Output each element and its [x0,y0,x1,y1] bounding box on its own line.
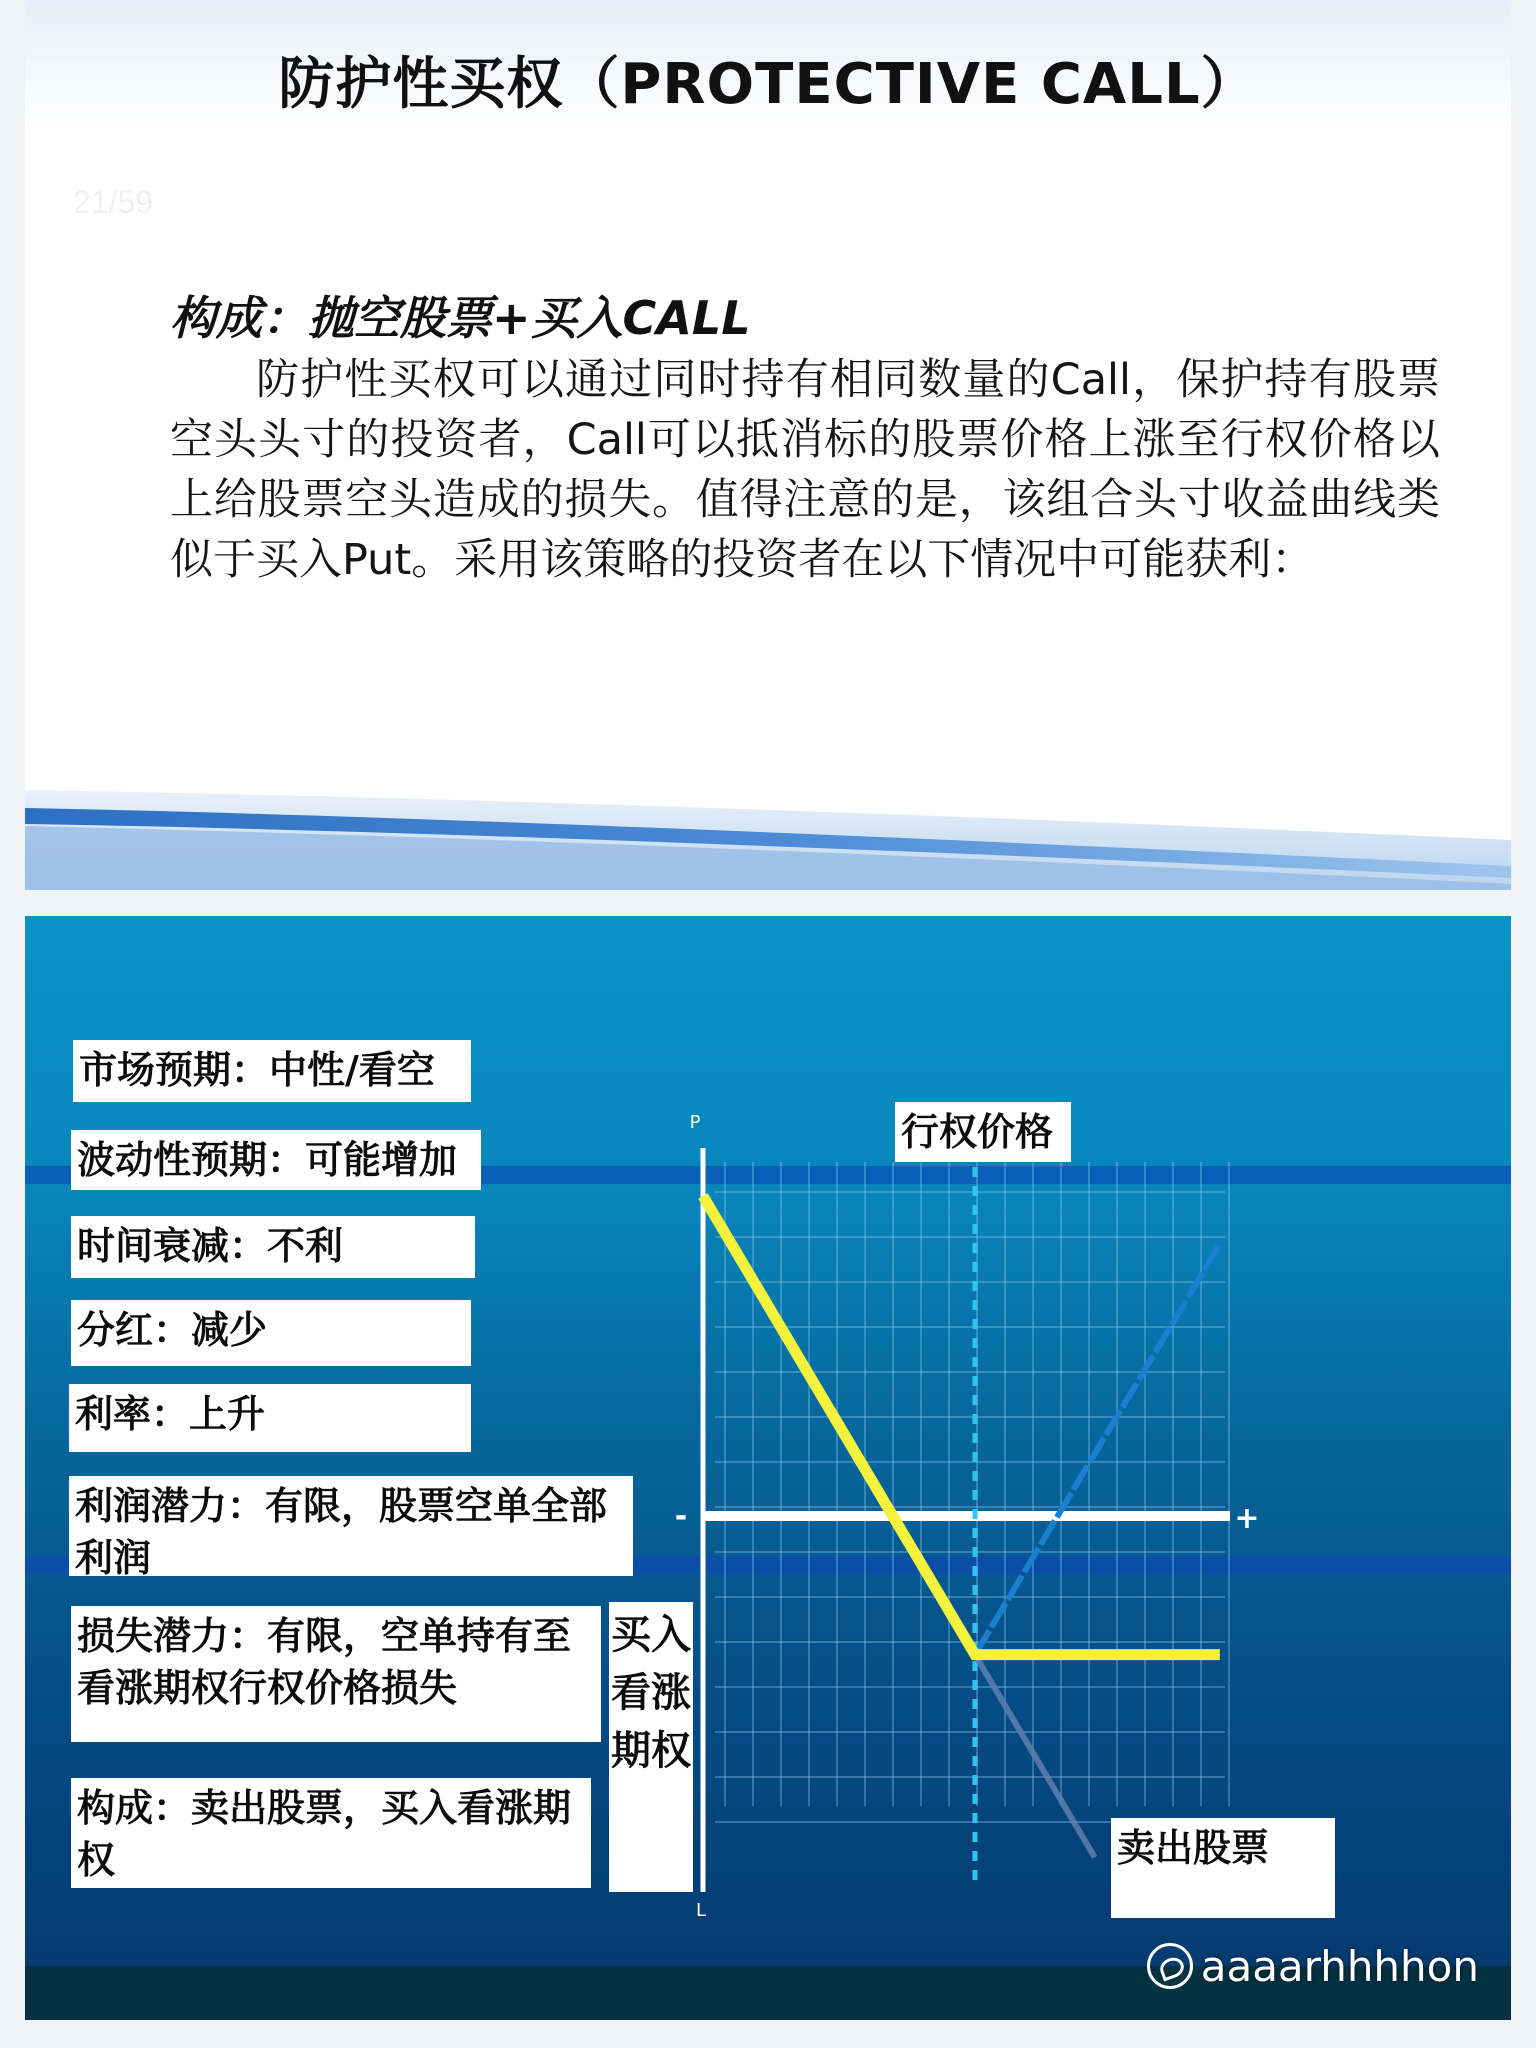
strike-price-label: 行权价格 [895,1102,1071,1162]
page-number: 21/59 [73,184,154,220]
loss-potential-label: 损失潜力：有限，空单持有至看涨期权行权价格损失 [71,1606,601,1742]
interest-rate-label: 利率：上升 [69,1384,471,1452]
chart-grid [715,1162,1229,1822]
footer-swoosh-decoration [25,760,1511,890]
long-call-line [975,1244,1220,1655]
composition-heading: 构成：抛空股票+买入CALL [170,291,751,345]
short-stock-line [975,1655,1095,1858]
x-axis-right-label: + [1234,1501,1260,1536]
y-axis-bottom-label: L [695,1900,707,1921]
slide-protective-call-intro [25,0,1511,890]
description-paragraph: 防护性买权可以通过同时持有相同数量的Call，保护持有股票空头头寸的投资者，Call可以抵消标的股票价格上涨至行权价格以上给股票空头造成的损失。值得注意的是，该组合头寸收益曲线类似于买入Put。采用该策略的投资者在以下情况中可能获利： [170,355,1440,585]
watermark [1147,1936,1479,1996]
profit-potential-label: 利润潜力：有限，股票空单全部利润 [69,1476,633,1576]
y-axis-top-label: P [689,1112,701,1133]
composition-label: 构成：卖出股票，买入看涨期权 [71,1778,591,1888]
dividend-label: 分红：减少 [71,1300,471,1366]
sell-stock-label: 卖出股票 [1111,1818,1335,1918]
x-axis-left-label: - [674,1499,688,1534]
buy-call-label: 买入看涨期权 [609,1602,693,1892]
weibo-icon [1147,1943,1193,1989]
slide-protective-call-diagram [25,916,1511,2020]
market-expectation-label: 市场预期：中性/看空 [73,1040,471,1102]
volatility-expectation-label: 波动性预期：可能增加 [71,1130,481,1190]
slide-title: 防护性买权（PROTECTIVE CALL） [278,52,1258,117]
time-decay-label: 时间衰减：不利 [71,1216,475,1278]
watermark-handle: aaaarhhhhon [1200,1941,1479,1991]
